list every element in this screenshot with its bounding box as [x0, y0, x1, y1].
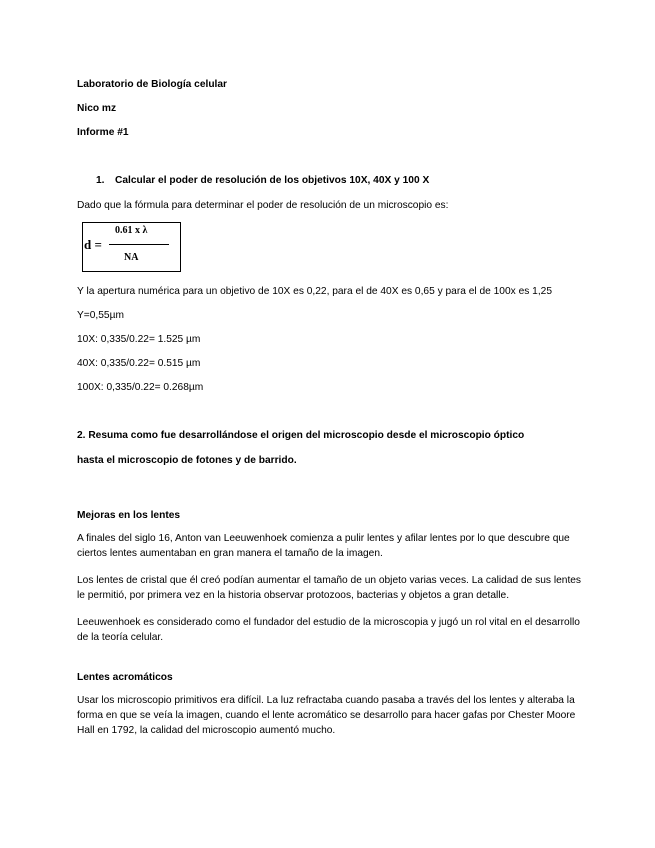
formula-numerator: 0.61 x λ: [115, 225, 148, 236]
question-1-text: Calcular el poder de resolución de los objetivos 10X, 40X y 100 X: [115, 175, 430, 186]
formula-intro: Dado que la fórmula para determinar el poder de resolución de un microscopio es:: [77, 200, 449, 211]
result-100x: 100X: 0,335/0.22= 0.268µm: [77, 382, 204, 393]
resolution-formula-box: [82, 222, 181, 272]
paragraph-leeuwenhoek-lenses: A finales del siglo 16, Anton van Leeuwenhoek comienza a pulir lentes y afilar lentes por lo que descubre que ciertos lentes aumentaban en gran manera el tamaño de la imagen.: [77, 533, 570, 559]
question-2-line-1: 2. Resuma como fue desarrollándose el origen del microscopio desde el microscopio óptico: [77, 430, 525, 441]
formula-lhs: d =: [84, 237, 102, 252]
result-10x: 10X: 0,335/0.22= 1.525 µm: [77, 334, 201, 345]
fraction-bar: [109, 244, 169, 245]
section-heading-lens-improvements: Mejoras en los lentes: [77, 510, 181, 521]
report-title: Informe #1: [77, 127, 129, 138]
numerical-aperture-text: Y la apertura numérica para un objetivo de 10X es 0,22, para el de 40X es 0,65 y para el de 100x es 1,25: [77, 286, 552, 297]
section-heading-achromatic-lenses: Lentes acromáticos: [77, 672, 173, 683]
question-2-line-2: hasta el microscopio de fotones y de barrido.: [77, 455, 297, 466]
question-1-number: 1.: [96, 175, 105, 186]
wavelength-text: Y=0,55µm: [77, 310, 124, 321]
author-name: Nico mz: [77, 103, 117, 114]
paragraph-achromatic: Usar los microscopio primitivos era difícil. La luz refractaba cuando pasaba a través del los lentes y alteraba la forma en que se veía la imagen, cuando el lente acromático se desarrollo para hacer gafas por Chester Moore Hall en 1792, la calidad del microscopio aumentó mucho.: [77, 695, 576, 736]
paragraph-leeuwenhoek-founder: Leeuwenhoek es considerado como el fundador del estudio de la microscopia y jugó un rol vital en el desarrollo de la teoría celular.: [77, 617, 580, 643]
paragraph-crystal-lenses: Los lentes de cristal que él creó podían aumentar el tamaño de un objeto varias veces. La calidad de sus lentes le permitió, por primera vez en la historia observar protozoos, bacterias y objetos a gran detalle.: [77, 575, 582, 601]
result-40x: 40X: 0,335/0.22= 0.515 µm: [77, 358, 201, 369]
formula-denominator: NA: [124, 252, 139, 263]
course-title: Laboratorio de Biología celular: [77, 79, 228, 90]
